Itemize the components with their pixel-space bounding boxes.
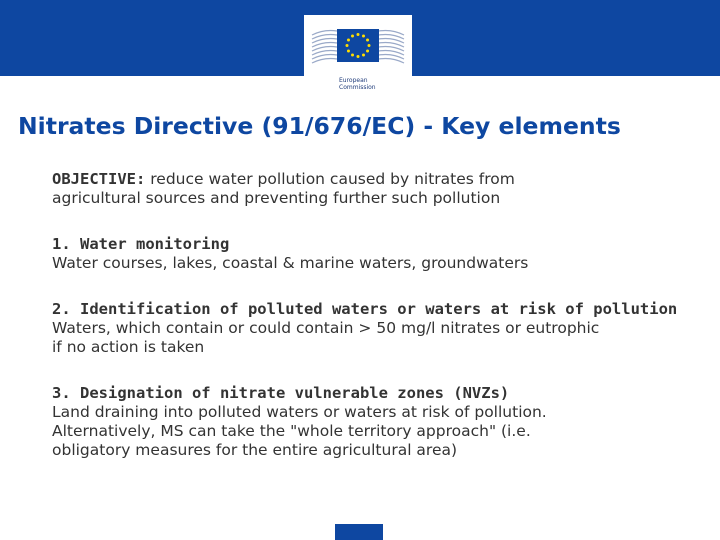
objective-text-2: agricultural sources and preventing further such pollution xyxy=(52,189,501,207)
flag-star-icon xyxy=(368,44,371,47)
key-element-2-heading: 2. Identification of polluted waters or waters at risk of pollution xyxy=(52,300,678,318)
key-element-3-line-3: obligatory measures for the entire agricultural area) xyxy=(52,441,458,459)
key-element-3-line-1: Land draining into polluted waters or waters at risk of pollution. xyxy=(52,403,547,421)
flag-star-icon xyxy=(351,54,354,57)
key-element-1-line-1: Water courses, lakes, coastal & marine waters, groundwaters xyxy=(52,254,529,272)
flag-star-icon xyxy=(351,34,354,37)
key-element-3-heading: 3. Designation of nitrate vulnerable zones (NVZs) xyxy=(52,384,510,402)
key-element-1-heading: 1. Water monitoring xyxy=(52,235,230,253)
key-element-2 xyxy=(52,300,712,357)
key-element-2-line-1: Waters, which contain or could contain > 50 mg/l nitrates or eutrophic xyxy=(52,319,600,337)
key-element-1 xyxy=(52,235,712,273)
key-element-3-line-2: Alternatively, MS can take the "whole territory approach" (i.e. xyxy=(52,422,531,440)
flag-star-icon xyxy=(347,39,350,42)
footer-accent-bar xyxy=(335,524,383,540)
slide-content xyxy=(52,170,712,487)
flag-star-icon xyxy=(366,50,369,53)
flag-star-icon xyxy=(357,33,360,36)
flag-star-icon xyxy=(347,50,350,53)
flag-star-icon xyxy=(346,44,349,47)
flag-star-icon xyxy=(366,39,369,42)
commission-building-icon xyxy=(304,15,412,77)
logo-wordmark xyxy=(339,77,399,91)
key-element-3 xyxy=(52,384,712,460)
objective-text-1: reduce water pollution caused by nitrates from xyxy=(145,170,515,188)
logo-line-commission: Commission xyxy=(339,84,376,91)
objective-label: OBJECTIVE: xyxy=(52,170,146,188)
flag-star-icon xyxy=(362,54,365,57)
flag-star-icon xyxy=(357,55,360,58)
flag-star-icon xyxy=(362,34,365,37)
page-title: Nitrates Directive (91/676/EC) - Key elements xyxy=(18,112,621,140)
key-element-2-line-2: if no action is taken xyxy=(52,338,205,356)
objective-line-1 xyxy=(52,170,712,189)
european-commission-logo xyxy=(304,15,412,100)
objective-block xyxy=(52,170,712,208)
logo-line-european: European xyxy=(339,77,368,84)
